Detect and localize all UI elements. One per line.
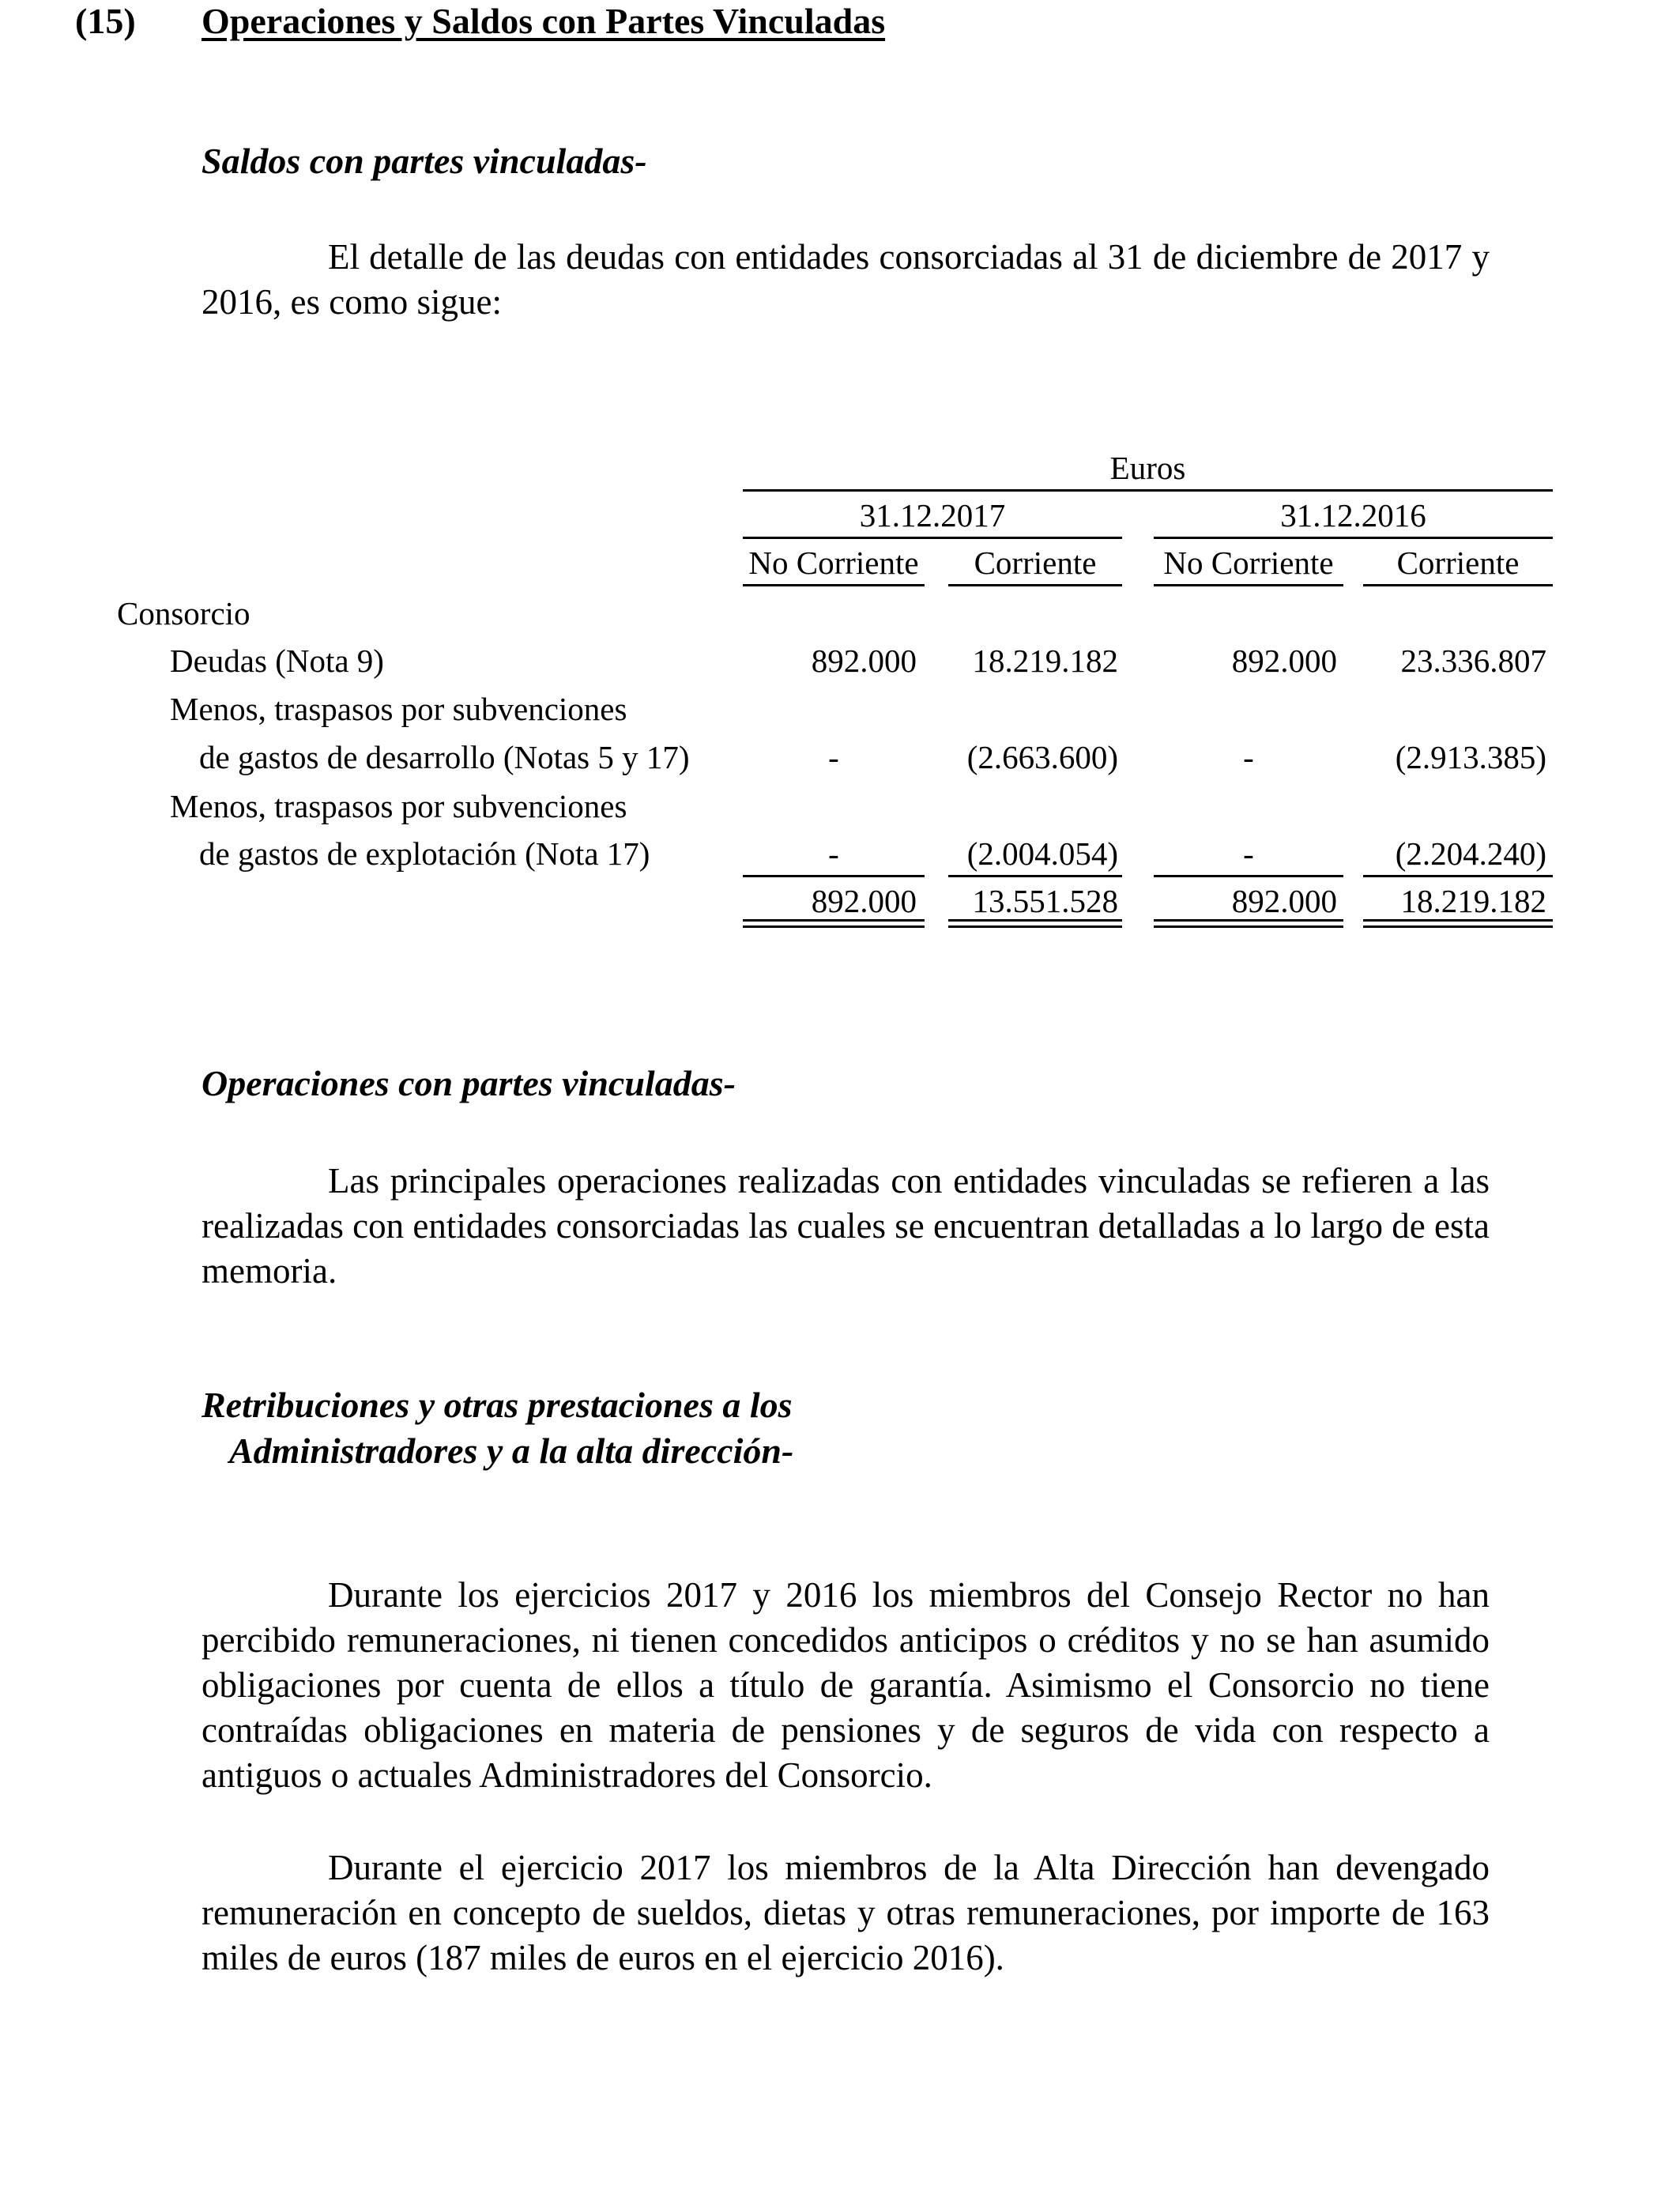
row-value: -: [1243, 835, 1254, 872]
row-value: 892.000: [811, 643, 917, 679]
row-value: (2.004.054): [966, 835, 1118, 872]
col-rule: [743, 584, 925, 586]
row-value: 892.000: [1231, 643, 1337, 679]
row-label-continued: de gastos de explotación (Nota 17): [199, 835, 650, 872]
row-value: -: [828, 835, 839, 872]
col-header-no-corriente-2016: No Corriente: [1163, 545, 1334, 581]
paragraph-consejo-rector-text: Durante los ejercicios 2017 y 2016 los miembros del Consejo Rector no han percibido remuneraciones, ni tienen concedidos anticipos o créditos y no se han asumido obligaciones por cuenta de ellos a título de garantía. Asimismo el Consorcio no tiene contraídas obligaciones en materia de pensiones y de seguros de vida con respecto a antiguos o actuales Administradores del Consorcio.: [202, 1575, 1490, 1795]
subsection-title-retribuciones-line2: Administradores y a la alta dirección-: [229, 1431, 794, 1471]
total-value: 18.219.182: [1400, 883, 1546, 919]
subsection-title-saldos: Saldos con partes vinculadas-: [202, 141, 647, 181]
paragraph-operaciones-text: Las principales operaciones realizadas con entidades vinculadas se refieren a las realizadas con entidades consorciadas las cuales se encuentran detalladas a lo largo de esta memoria.: [202, 1161, 1490, 1291]
col-rule: [1154, 584, 1343, 586]
col-header-corriente-2016: Corriente: [1396, 545, 1520, 581]
row-label: Menos, traspasos por subvenciones: [170, 788, 627, 824]
row-value: 18.219.182: [972, 643, 1118, 679]
col-rule: [1363, 584, 1553, 586]
row-value: (2.204.240): [1395, 835, 1546, 872]
col-header-no-corriente-2017: No Corriente: [748, 545, 919, 581]
section-number: (15): [75, 1, 136, 41]
total-double-rule: [1154, 925, 1343, 928]
row-value: -: [828, 739, 839, 775]
row-label: Deudas (Nota 9): [170, 643, 384, 679]
subsection-title-retribuciones: Retribuciones y otras prestaciones a los: [202, 1385, 793, 1425]
row-value: 23.336.807: [1400, 643, 1546, 679]
total-double-rule: [948, 925, 1122, 928]
unit-header: Euros: [1109, 450, 1186, 486]
total-double-rule: [1363, 919, 1553, 922]
date-header-2016: 31.12.2016: [1280, 497, 1426, 533]
group-label: Consorcio: [117, 595, 250, 631]
paragraph-saldos-text: El detalle de las deudas con entidades consorciadas al 31 de diciembre de 2017 y 2016, es como sigue:: [202, 237, 1490, 322]
paragraph-alta-direccion-text: Durante el ejercicio 2017 los miembros de la Alta Dirección han devengado remuneración en concepto de sueldos, dietas y otras remuneraciones, por importe de 163 miles de euros (187 miles de euros en el ejercicio 2016).: [202, 1848, 1490, 1977]
col-header-corriente-2017: Corriente: [974, 545, 1097, 581]
date-header-2017: 31.12.2017: [859, 497, 1006, 533]
total-double-rule: [1363, 925, 1553, 928]
total-double-rule: [743, 919, 925, 922]
paragraph-consejo-rector: [202, 1573, 1490, 1798]
row-value: -: [1243, 739, 1254, 775]
total-double-rule: [743, 925, 925, 928]
paragraph-operaciones: [202, 1159, 1490, 1294]
paragraph-saldos: [202, 235, 1490, 325]
row-label: Menos, traspasos por subvenciones: [170, 691, 627, 727]
total-value: 892.000: [1231, 883, 1337, 919]
paragraph-alta-direccion: [202, 1845, 1490, 1981]
row-value: (2.913.385): [1395, 739, 1546, 775]
row-label-continued: de gastos de desarrollo (Notas 5 y 17): [199, 739, 690, 775]
subsection-title-operaciones: Operaciones con partes vinculadas-: [202, 1063, 736, 1103]
section-title: Operaciones y Saldos con Partes Vinculadas: [202, 1, 886, 41]
total-value: 892.000: [811, 883, 917, 919]
col-rule: [948, 584, 1122, 586]
row-value: (2.663.600): [966, 739, 1118, 775]
total-double-rule: [948, 919, 1122, 922]
total-double-rule: [1154, 919, 1343, 922]
total-value: 13.551.528: [972, 883, 1118, 919]
